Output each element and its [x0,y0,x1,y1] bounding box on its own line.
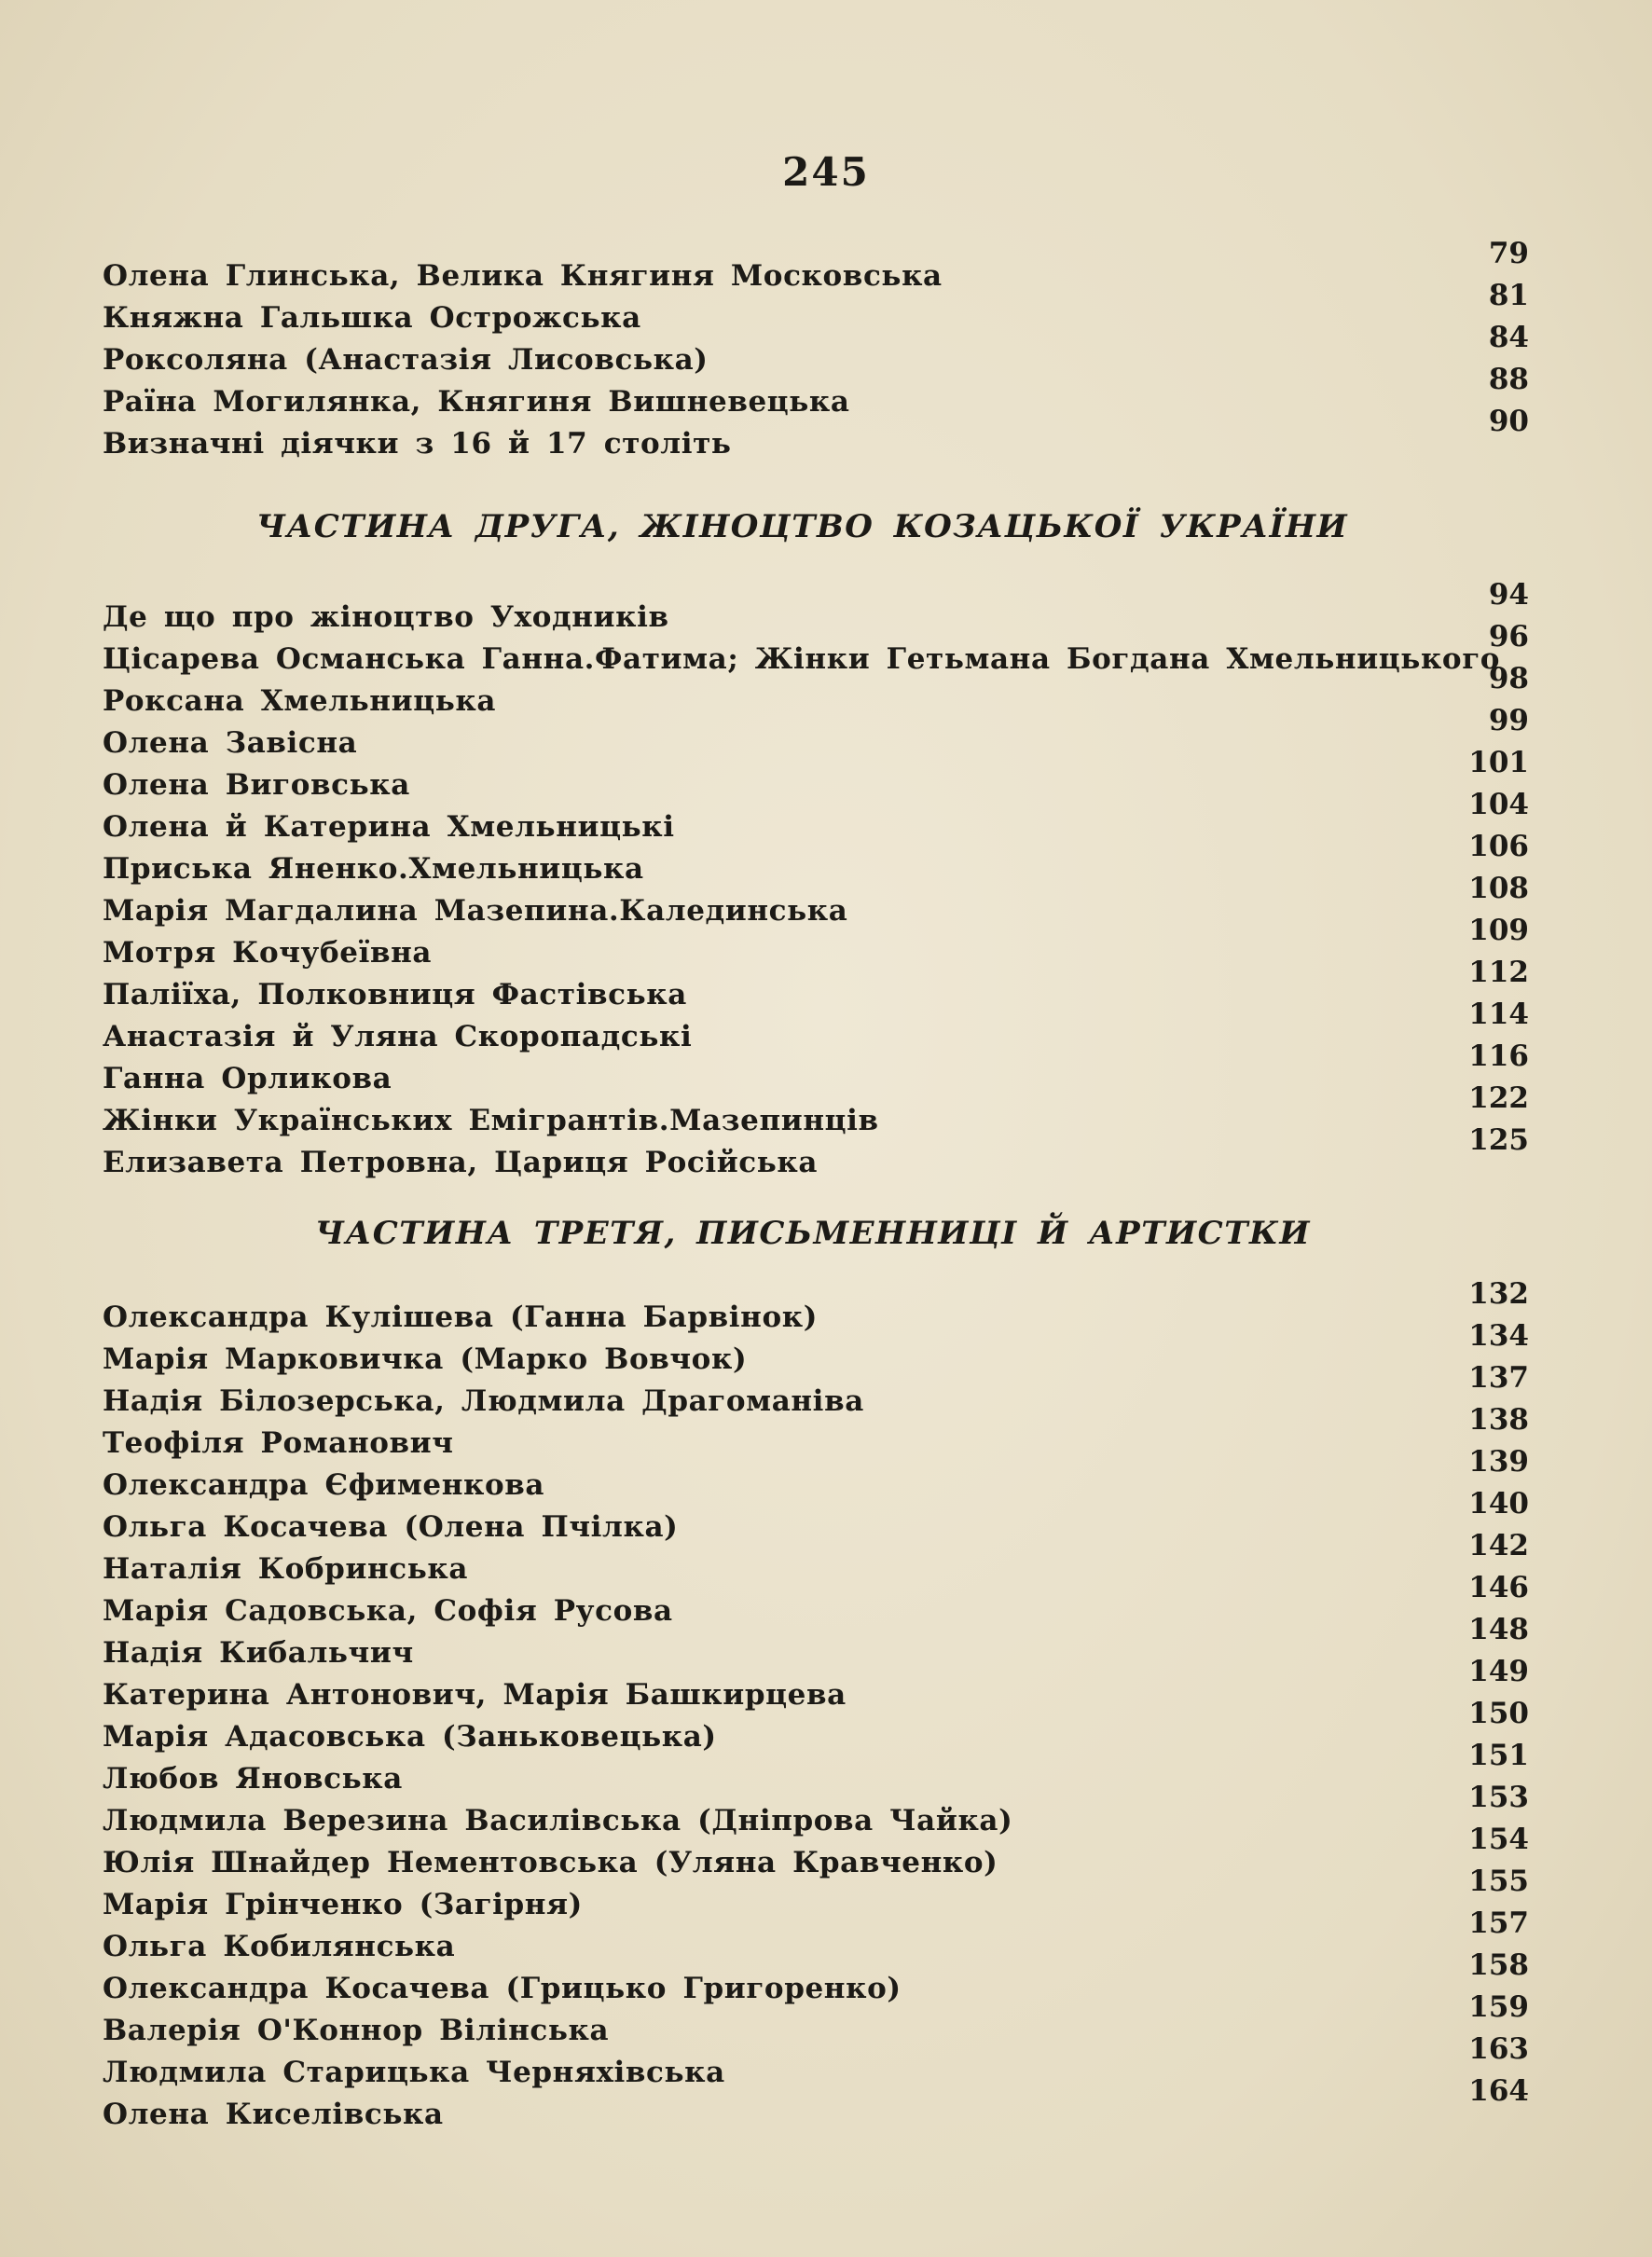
toc-entry: Теофіля Романович [103,1426,454,1460]
toc-entry: Олена Глинська, Велика Княгиня Московська [103,259,943,293]
toc-page: 104 [1468,788,1529,821]
toc-entry: Жінки Українських Емігрантів.Мазепинців [103,1104,879,1137]
toc-page: 122 [1468,1081,1529,1115]
toc-entry: Княжна Гальшка Острожська [103,301,641,335]
toc-page: 153 [1468,1781,1529,1814]
toc-entry: Ганна Орликова [103,1062,392,1095]
toc-page: 134 [1468,1319,1529,1353]
toc-page: 139 [1468,1445,1529,1479]
toc-section-1 [103,233,1529,466]
toc-page: 90 [1488,405,1529,438]
toc-page: 157 [1468,1906,1529,1940]
toc-page: 142 [1468,1529,1529,1562]
toc-entry: Ольга Кобилянська [103,1930,456,1963]
toc-entry: Роксана Хмельницька [103,684,497,718]
toc-page: 146 [1468,1571,1529,1604]
toc-page: 112 [1468,956,1529,989]
toc-entry: Мотря Кочубеївна [103,936,433,970]
toc-entry: Де що про жіноцтво Уходників [103,600,669,634]
toc-entry: Раїна Могилянка, Княгиня Вишневецька [103,385,850,419]
toc-page: 109 [1468,914,1529,947]
toc-page: 96 [1488,620,1529,654]
toc-entry: Наталія Кобринська [103,1552,469,1586]
toc-page: 94 [1488,578,1529,612]
toc-page: 149 [1468,1655,1529,1688]
toc-entry: Паліїха, Полковниця Фастівська [103,978,687,1012]
toc-page: 138 [1468,1403,1529,1437]
toc-page: 101 [1468,746,1529,779]
toc-section-2 [103,578,1529,1193]
toc-entry: Марія Адасовська (Заньковецька) [103,1720,717,1754]
toc-entry: Олена Виговська [103,768,410,802]
section-title: ЧАСТИНА ТРЕТЯ, ПИСЬМЕННИЦІ Й АРТИСТКИ [315,1215,1312,1252]
toc-entry: Катерина Антонович, Марія Башкирцева [103,1678,847,1712]
toc-page: 154 [1468,1823,1529,1856]
toc-entry: Людмила Старицька Черняхівська [103,2056,725,2089]
toc-entry: Любов Яновська [103,1762,403,1796]
toc-page: 151 [1468,1739,1529,1772]
toc-page: 158 [1468,1948,1529,1982]
toc-entry: Ольга Косачева (Олена Пчілка) [103,1510,679,1544]
toc-page: 98 [1488,662,1529,695]
toc-entry: Олександра Косачева (Грицько Григоренко) [103,1972,902,2005]
toc-entry: Роксоляна (Анастазія Лисовська) [103,343,709,377]
toc-entry: Цісарева Османська Ганна.Фатима; Жінки Гетьмана Богдана Хмельницького [103,642,1501,676]
toc-entry: Олена й Катерина Хмельницькі [103,810,675,844]
toc-page: 164 [1468,2074,1529,2108]
toc-page: 163 [1468,2032,1529,2066]
toc-entry: Олександра Єфименкова [103,1468,545,1502]
toc-page: 140 [1468,1487,1529,1521]
toc-entry: Олена Киселівська [103,2098,444,2131]
toc-page: 81 [1488,279,1529,312]
toc-entry: Елизавета Петровна, Цариця Російська [103,1146,819,1179]
toc-entry: Валерія О'Коннор Вілінська [103,2014,610,2047]
toc-page: 88 [1488,363,1529,396]
toc-page: 108 [1468,872,1529,905]
toc-entry: Олена Завісна [103,726,358,760]
toc-entry: Юлія Шнайдер Нементовська (Уляна Кравченко) [103,1846,998,1879]
toc-page: 114 [1468,998,1529,1031]
toc-page: 155 [1468,1865,1529,1898]
toc-page: 79 [1488,237,1529,270]
toc-entry: Марія Грінченко (Загірня) [103,1888,583,1921]
toc-page: 137 [1468,1361,1529,1395]
toc-entry: Анастазія й Уляна Скоропадські [103,1020,693,1053]
toc-section-3 [103,1277,1529,2135]
toc-entry: Визначні діячки з 16 й 17 століть [103,427,732,461]
toc-page: 99 [1488,704,1529,737]
toc-page: 159 [1468,1990,1529,2024]
page-number: 245 [782,149,870,195]
toc-entry: Марія Садовська, Софія Русова [103,1594,673,1628]
toc-page: 125 [1468,1123,1529,1157]
toc-entry: Марія Магдалина Мазепина.Калединська [103,894,848,928]
toc-page: 106 [1468,830,1529,863]
toc-entry: Людмила Верезина Василівська (Дніпрова Чайка) [103,1804,1013,1837]
toc-entry: Надія Білозерська, Людмила Драгоманіва [103,1384,864,1418]
toc-entry: Марія Марковичка (Марко Вовчок) [103,1342,748,1376]
toc-entry: Надія Кибальчич [103,1636,414,1670]
toc-entry: Приська Яненко.Хмельницька [103,852,644,886]
toc-page: 132 [1468,1277,1529,1311]
toc-page: 148 [1468,1613,1529,1646]
section-title: ЧАСТИНА ДРУГА, ЖІНОЦТВО КОЗАЦЬКОЇ УКРАЇНИ [256,508,1349,545]
toc-page: 150 [1468,1697,1529,1730]
toc-page: 116 [1468,1039,1529,1073]
toc-page: 84 [1488,321,1529,354]
toc-entry: Олександра Кулішева (Ганна Барвінок) [103,1301,818,1334]
